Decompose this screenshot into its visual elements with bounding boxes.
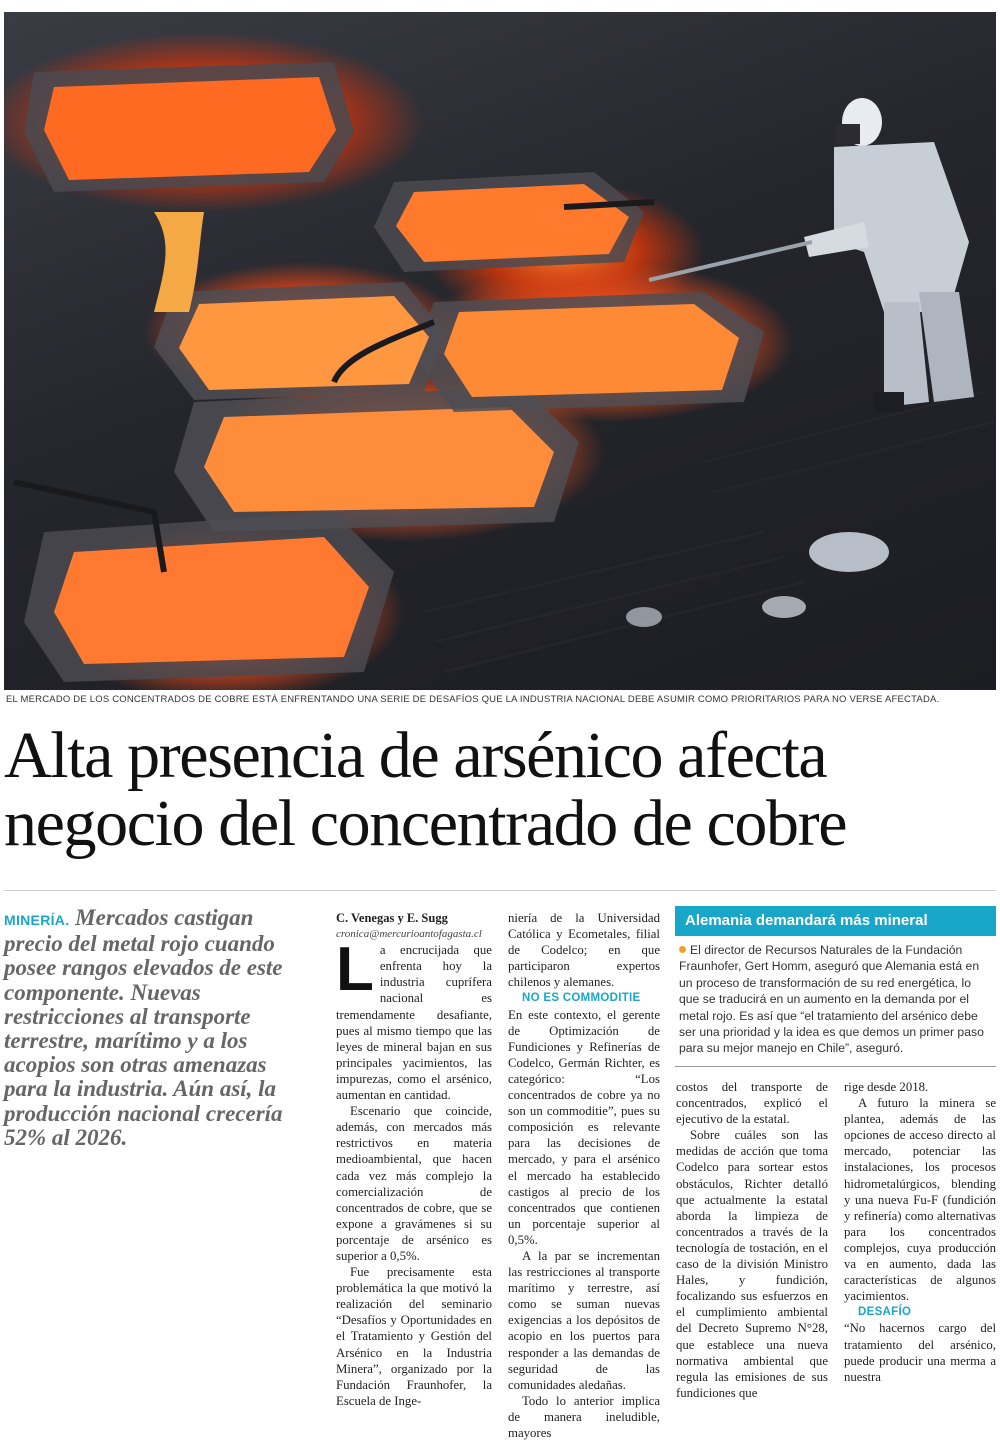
article-paragraph: La encrucijada que enfrenta hoy la industria cuprífera nacional es tremendamente desafiante, pues al mismo tiempo que las leyes de mineral bajan en sus principales yacimientos, las impurezas, como el arsénico, aumentan en cantidad.: [336, 935, 492, 1103]
worker-figure: [804, 98, 974, 412]
headline-line-2: negocio del concentrado de cobre: [4, 787, 847, 860]
deck: [4, 906, 312, 1150]
column-2: [508, 910, 660, 1441]
article-paragraph: costos del transporte de concentrados, explicó el ejecutivo de la estatal.: [676, 1080, 828, 1127]
article-paragraph: Sobre cuáles son las medidas de acción que toma Codelco para sortear estos obstáculos, Richter detalló que actualmente la estatal aborda la limpieza de concentrados a través de la tecnología de tostación, en el caso de la división Ministro Hales, y fundición, focalizando sus esfuerzos en el cumplimiento ambiental del Decreto Supremo N°28, que establece una nueva normativa ambiental que regula las emisiones de sus fundiciones que: [676, 1128, 828, 1400]
article-paragraph: En este contexto, el gerente de Optimización de Fundiciones y Refinerías de Codelco, Germán Richter, es categórico: “Los concentrados de cobre ya no son un commoditie”, pues su composición es relevante para las decisiones de mercado, y para el arsénico el mercado ha establecido castigos al precio de los concentrados que contienen un porcentaje superior al 0,5%.: [508, 1007, 660, 1247]
article-paragraph: A futuro la minera se plantea, además de las opciones de acceso directo al mercado, potenciar las instalaciones, los procesos hidrometalúrgicos, blending y una nueva Fu-F (fundición y refinería) como alternativas para los concentrados complejos, cuya producción va en aumento, dada las características de algunos yacimientos.: [844, 1096, 996, 1304]
deck-text: Mercados castigan precio del metal rojo cuando posee rangos elevados de este componente. Nuevas restricciones al transporte terrestre, marítimo y a los acopios son otras amenazas para la industria. Aún así, la producción nacional crecería 52% al 2026.: [4, 905, 283, 1150]
photo-caption: EL MERCADO DE LOS CONCENTRADOS DE COBRE ESTÁ ENFRENTANDO UNA SERIE DE DESAFÍOS QUE LA INDUSTRIA NACIONAL DEBE ASUMIR COMO PRIORITARIOS PARA NO VERSE AFECTADA.: [6, 694, 940, 705]
subhead-desafio: DESAFÍO: [858, 1306, 912, 1319]
column-4: [844, 1079, 996, 1385]
article-paragraph: rige desde 2018.: [844, 1080, 929, 1094]
article-paragraph: Todo lo anterior implica de manera ineludible, mayores: [508, 1393, 660, 1440]
bullet-dot-icon: [679, 946, 686, 953]
article-paragraph: niería de la Universidad Católica y Ecometales, filial de Codelco; en que participaron expertos chilenos y alemanes.: [508, 911, 660, 990]
smelter-photo: [4, 12, 996, 690]
column-1: [336, 910, 492, 1409]
article-paragraph: A la par se incrementan las restricciones al transporte marítimo y terrestre, así como se suman nuevas exigencias a los depósitos de acopio en los puertos para responder a las demandas de seguridad de las comunidades aledañas.: [508, 1248, 660, 1392]
article-paragraph: Escenario que coincide, además, con mercados más restrictivos en materia medioambiental, que hacen cada vez más complejo la comercialización de concentrados de cobre, que se expone a gravámenes si su porcentaje de arsénico es superior a 0,5%.: [336, 1104, 492, 1263]
article-paragraph: Fue precisamente esta problemática la que motivó la realización del seminario “Desafíos y Oportunidades en el Tratamiento y Gestión del Arsénico en la Industria Minera”, organizado por la Fundación Fraunhofer, la Escuela de Inge-: [336, 1265, 492, 1408]
divider: [4, 890, 996, 891]
headline: [4, 719, 996, 860]
column-3: [676, 1079, 828, 1401]
sidebar-box-rule: [675, 1066, 996, 1067]
article-paragraph: “No hacernos cargo del tratamiento del arsénico, puede producir una merma a nuestra: [844, 1321, 996, 1384]
byline-email: cronica@mercurioantofagasta.cl: [336, 928, 482, 941]
sidebar-box-title: Alemania demandará más mineral: [675, 906, 996, 936]
sidebar-box-body: El director de Recursos Naturales de la Fundación Fraunhofer, Gert Homm, aseguró que Alemania está en un proceso de transformación de su red energética, lo que se traducirá en un aumento en la demanda por el metal rojo. Es así que “el tratamiento del arsénico debe ser una prioridad y la idea es que demos un primer paso para su mejor manejo en Chile”, aseguró.: [679, 943, 984, 1056]
sidebar-box: [675, 906, 996, 1054]
subhead-no-es-commoditie: NO ES COMMODITIE: [522, 992, 641, 1005]
deck-kicker: MINERÍA.: [4, 912, 70, 928]
byline-authors: C. Venegas y E. Sugg: [336, 911, 448, 925]
headline-line-1: Alta presencia de arsénico afecta: [4, 719, 827, 792]
smelter-illustration: [4, 12, 996, 690]
dropcap: L: [336, 935, 374, 1005]
